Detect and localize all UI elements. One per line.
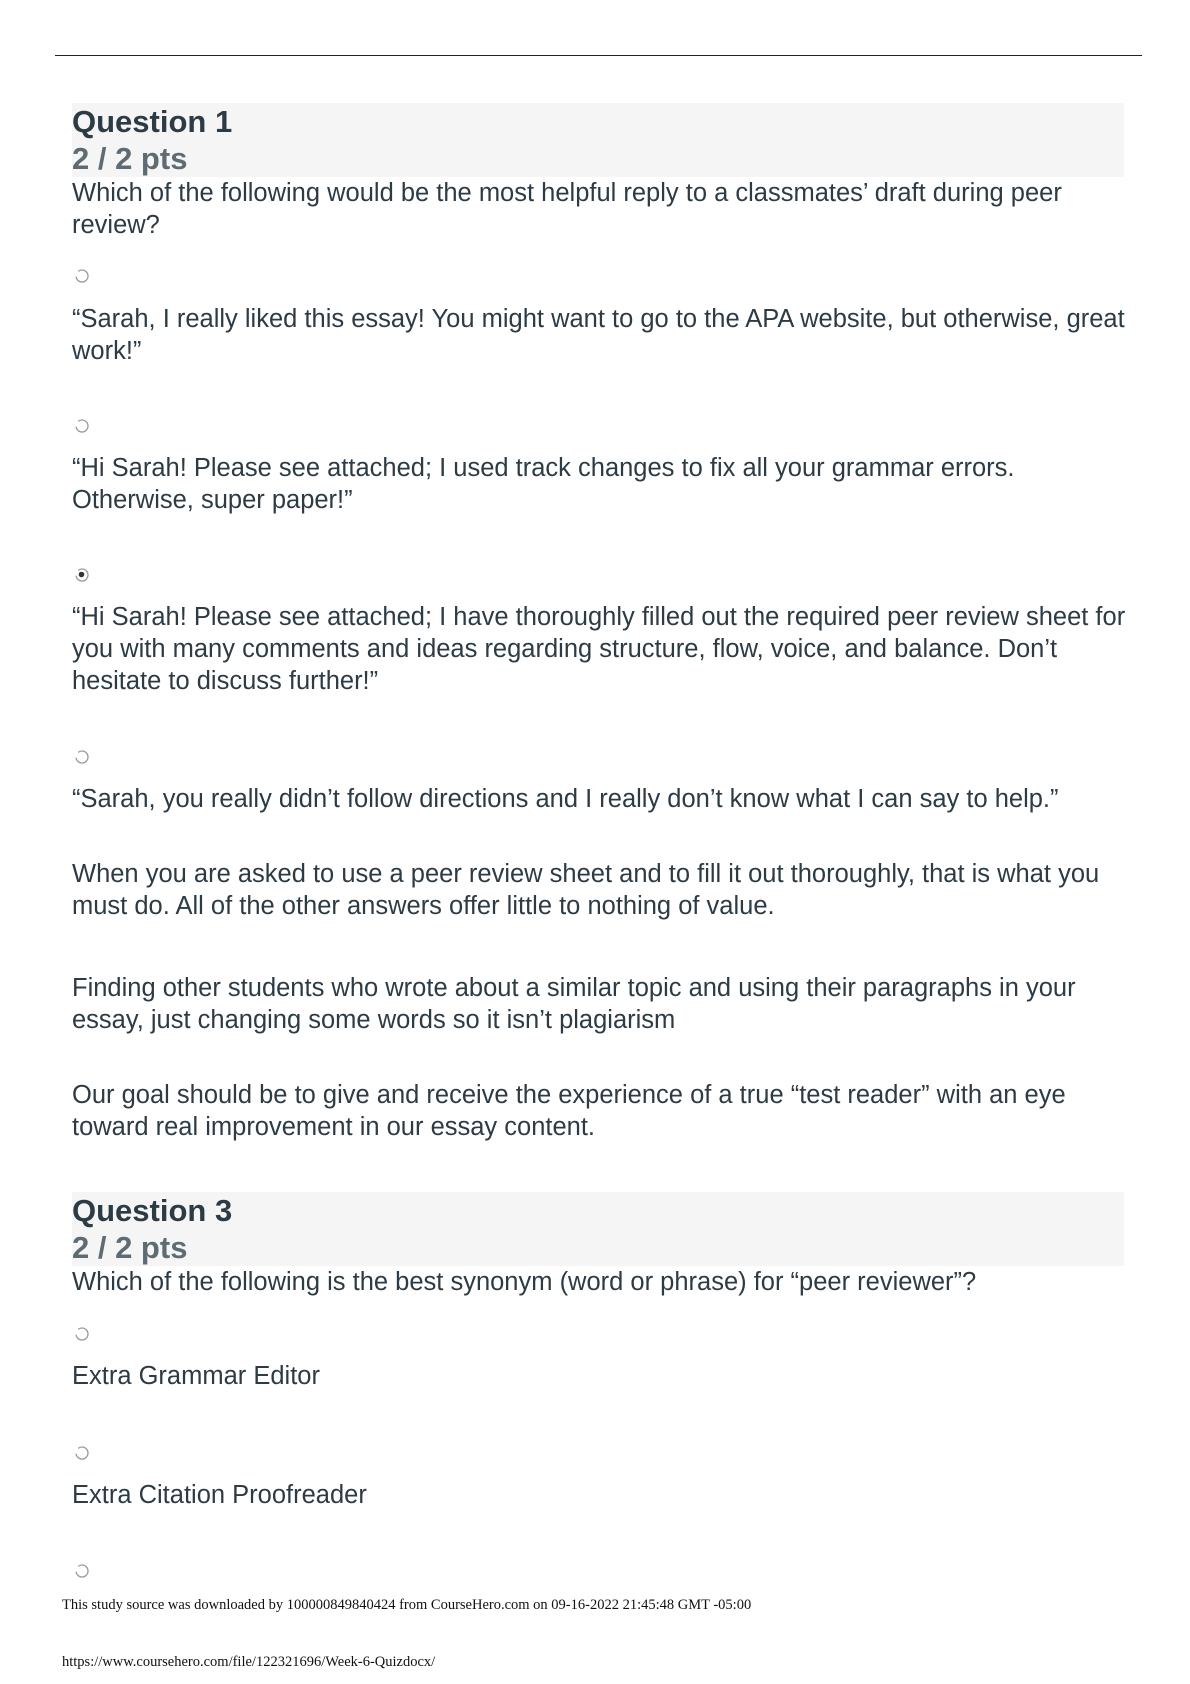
answer-option-text: Finding other students who wrote about a similar topic and using their paragraphs in your essay, just changing some words so it isn’t plagiarism <box>72 974 1076 1034</box>
radio-button-q3-option-1[interactable] <box>74 1326 90 1342</box>
q3-option-1-text: Extra Grammar Editor <box>72 1362 320 1390</box>
radio-button-q3-option-3[interactable] <box>74 1563 90 1579</box>
source-url-link[interactable]: https://www.coursehero.com/file/122321696/Week-6-Quizdocx/ <box>62 1654 436 1670</box>
question-3-points: 2 / 2 pts <box>72 1230 188 1265</box>
download-notice: This study source was downloaded by 100000849840424 from CourseHero.com on 09-16-2022 21:45:48 GMT -05:00 <box>62 1597 752 1613</box>
question-1-points: 2 / 2 pts <box>72 141 188 176</box>
question-2-feedback: Our goal should be to give and receive the experience of a true “test reader” with an eye toward real improvement in our essay content. <box>72 1081 1066 1141</box>
question-3-prompt: Which of the following is the best synonym (word or phrase) for “peer reviewer”? <box>72 1268 977 1296</box>
q3-option-2-text: Extra Citation Proofreader <box>72 1481 367 1509</box>
radio-button-q1-option-3-selected[interactable] <box>74 567 90 583</box>
q1-option-1-text: “Sarah, I really liked this essay! You might want to go to the APA website, but otherwise, great work!” <box>72 305 1125 365</box>
radio-button-q1-option-4[interactable] <box>74 749 90 765</box>
q1-option-2-text: “Hi Sarah! Please see attached; I used track changes to fix all your grammar errors. Otherwise, super paper!” <box>72 454 1015 514</box>
question-1-feedback: When you are asked to use a peer review sheet and to fill it out thoroughly, that is what you must do. All of the other answers offer little to nothing of value. <box>72 860 1100 920</box>
question-1-title: Question 1 <box>72 104 233 139</box>
q1-option-3-text: “Hi Sarah! Please see attached; I have thoroughly filled out the required peer review sheet for you with many comments and ideas regarding structure, flow, voice, and balance. Don’t hesitate to discuss further!” <box>72 603 1126 695</box>
question-3-title: Question 3 <box>72 1193 233 1228</box>
radio-button-q1-option-2[interactable] <box>74 418 90 434</box>
radio-button-q1-option-1[interactable] <box>74 268 90 284</box>
top-divider <box>55 55 1142 56</box>
radio-button-q3-option-2[interactable] <box>74 1445 90 1461</box>
question-1-header <box>72 103 1124 177</box>
question-1-prompt: Which of the following would be the most helpful reply to a classmates’ draft during peer review? <box>72 179 1062 239</box>
q1-option-4-text: “Sarah, you really didn’t follow directions and I really don’t know what I can say to help.” <box>72 785 1059 813</box>
question-3-header <box>72 1192 1124 1266</box>
